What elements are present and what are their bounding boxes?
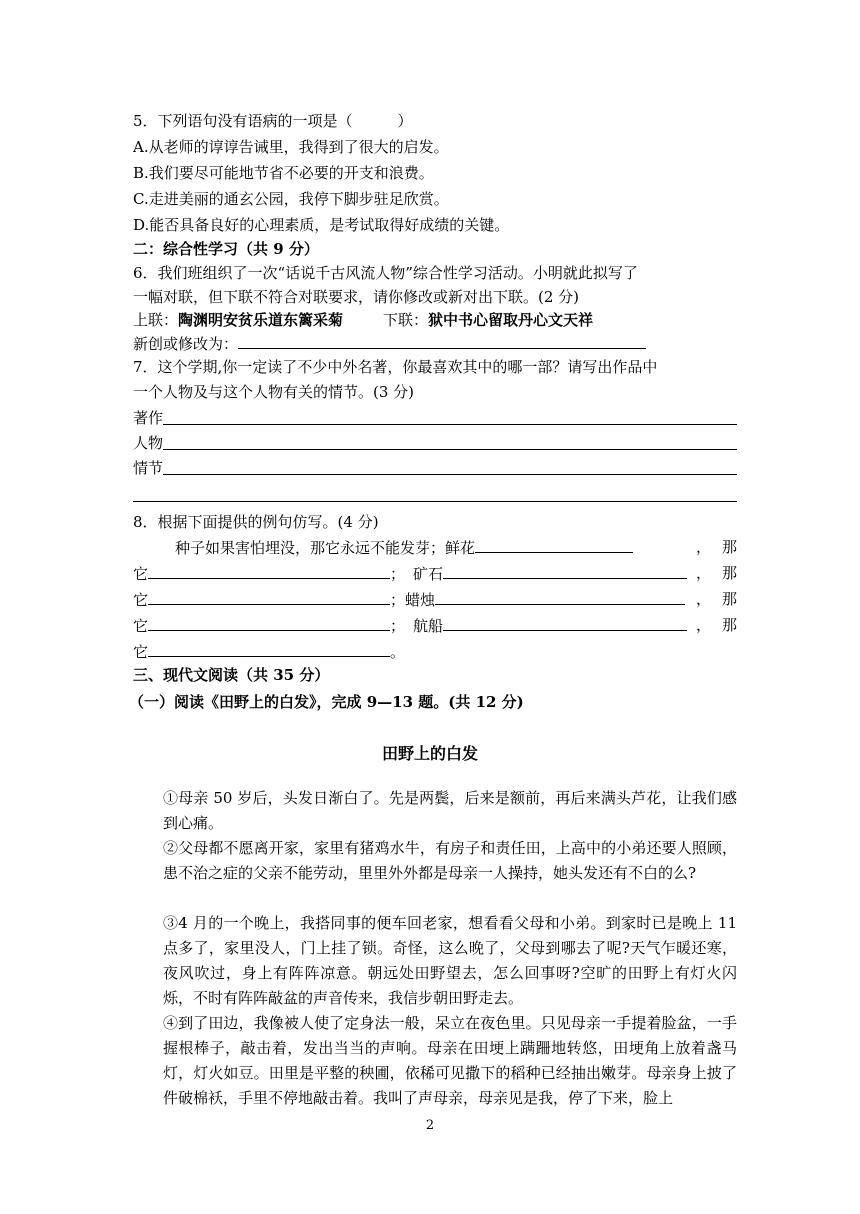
q8-blank-2[interactable]	[148, 563, 390, 579]
q7-line1: 7．这个学期,你一定读了不少中外名著，你最喜欢其中的哪一部？请写出作品中	[133, 358, 658, 376]
article-paragraph-1: ①母亲 50 岁后，头发日渐白了。先是两鬓，后来是额前，再后来满头芦花，让我们感到心痛。	[163, 789, 737, 832]
q7-person-blank[interactable]	[163, 449, 737, 450]
q6-line1: 6．我们班组织了一次“话说千古风流人物”综合性学习活动。小明就此拟写了	[133, 264, 638, 282]
q8-comma-2: ，	[696, 564, 712, 582]
q8-na-4: 那	[722, 616, 738, 634]
q7-line2: 一个人物及与这个人物有关的情节。(3 分)	[133, 383, 415, 401]
article-title: 田野上的白发	[381, 744, 478, 763]
section3-heading: 三、现代文阅读（共 35 分）	[133, 666, 330, 684]
q8-na-3: 那	[722, 590, 738, 608]
q8-comma-1: ，	[696, 538, 712, 556]
q6-answer-line	[133, 333, 646, 354]
q6-answer-label: 新创或修改为：	[133, 335, 239, 353]
q7-person-label: 人物	[133, 434, 164, 452]
couplet-line	[133, 310, 593, 330]
q5-option-b: B.我们要尽可能地节省不必要的开支和浪费。	[133, 164, 434, 182]
q8-row-5: 它 。	[133, 643, 406, 661]
q8-row-4: 它 ； 航船	[133, 615, 687, 636]
q7-plot-blank-2[interactable]	[133, 501, 737, 502]
q6-answer-blank[interactable]	[238, 333, 646, 349]
page-number: 2	[425, 1118, 435, 1133]
q8-blank-6[interactable]	[148, 615, 390, 631]
q6-line2: 一幅对联，但下联不符合对联要求，请你修改或新对出下联。(2 分)	[133, 288, 580, 306]
q7-book-label: 著作	[133, 409, 164, 427]
q8-blank-3[interactable]	[443, 563, 687, 579]
q8-blank-1[interactable]	[475, 537, 633, 553]
q8-row-3: 它 ；蜡烛	[133, 589, 685, 610]
q8-blank-8[interactable]	[148, 641, 390, 657]
upper-couplet-text: 陶渊明安贫乐道东篱采菊	[178, 311, 344, 329]
q8-row-2: 它 ； 矿石	[133, 563, 687, 584]
section2-heading: 二：综合性学习（共 9 分）	[133, 240, 319, 258]
q8-blank-5[interactable]	[435, 589, 685, 605]
q5-stem: 5．下列语句没有语病的一项是（ ）	[133, 112, 413, 130]
q5-option-d: D.能否具备良好的心理素质，是考试取得好成绩的关键。	[133, 216, 510, 234]
article-paragraph-4: ④到了田边，我像被人使了定身法一般，呆立在夜色里。只见母亲一手提着脸盆，一手握根棒子，敲击着，发出当当的声响。母亲在田埂上蹒跚地转悠，田埂角上放着盏马灯，灯火如豆。田里是平整的秧圃，依稀可见撒下的稻种已经抽出嫩芽。母亲身上披了件破棉袄，手里不停地敲击着。我叫了声母亲，母亲见是我，停了下来，脸上	[163, 1014, 737, 1107]
upper-couplet-label: 上联：	[133, 311, 179, 329]
q8-na-2: 那	[722, 564, 738, 582]
q5-option-a: A.从老师的谆谆告诫里，我得到了很大的启发。	[133, 138, 449, 156]
article-paragraph-2: ②父母都不愿离开家，家里有猪鸡水牛，有房子和责任田，上高中的小弟还要人照顾，患不治之症的父亲不能劳动，里里外外都是母亲一人操持，她头发还有不白的么?	[163, 839, 737, 882]
q8-comma-3: ，	[696, 590, 712, 608]
q8-blank-4[interactable]	[148, 589, 390, 605]
lower-couplet-text: 狱中书心留取丹心文天祥	[428, 311, 594, 329]
q8-stem: 8．根据下面提供的例句仿写。(4 分)	[133, 513, 379, 531]
q8-na-1: 那	[722, 538, 738, 556]
q7-plot-label: 情节	[133, 459, 164, 477]
article-paragraph-3: ③4 月的一个晚上，我搭同事的便车回老家，想看看父母和小弟。到家时已是晚上 11 点多了，家里没人，门上挂了锁。奇怪，这么晚了，父母到哪去了呢?天气乍暖还寒，夜风吹过，身上有阵阵凉意。朝远处田野望去，怎么回事呀?空旷的田野上有灯火闪烁，不时有阵阵敲盆的声音传来，我信步朝田野走去。	[163, 914, 737, 1007]
q7-book-blank[interactable]	[163, 424, 737, 425]
q5-option-c: C.走进美丽的通玄公园，我停下脚步驻足欣赏。	[133, 190, 449, 208]
section3-subheading: （一）阅读《田野上的白发》，完成 9—13 题。(共 12 分)	[129, 693, 524, 711]
q8-blank-7[interactable]	[443, 615, 687, 631]
lower-couplet-label: 下联：	[383, 311, 429, 329]
q8-example: 种子如果害怕埋没，那它永远不能发芽；鲜花	[175, 537, 633, 558]
q8-comma-4: ，	[696, 616, 712, 634]
q7-plot-blank[interactable]	[163, 474, 737, 475]
